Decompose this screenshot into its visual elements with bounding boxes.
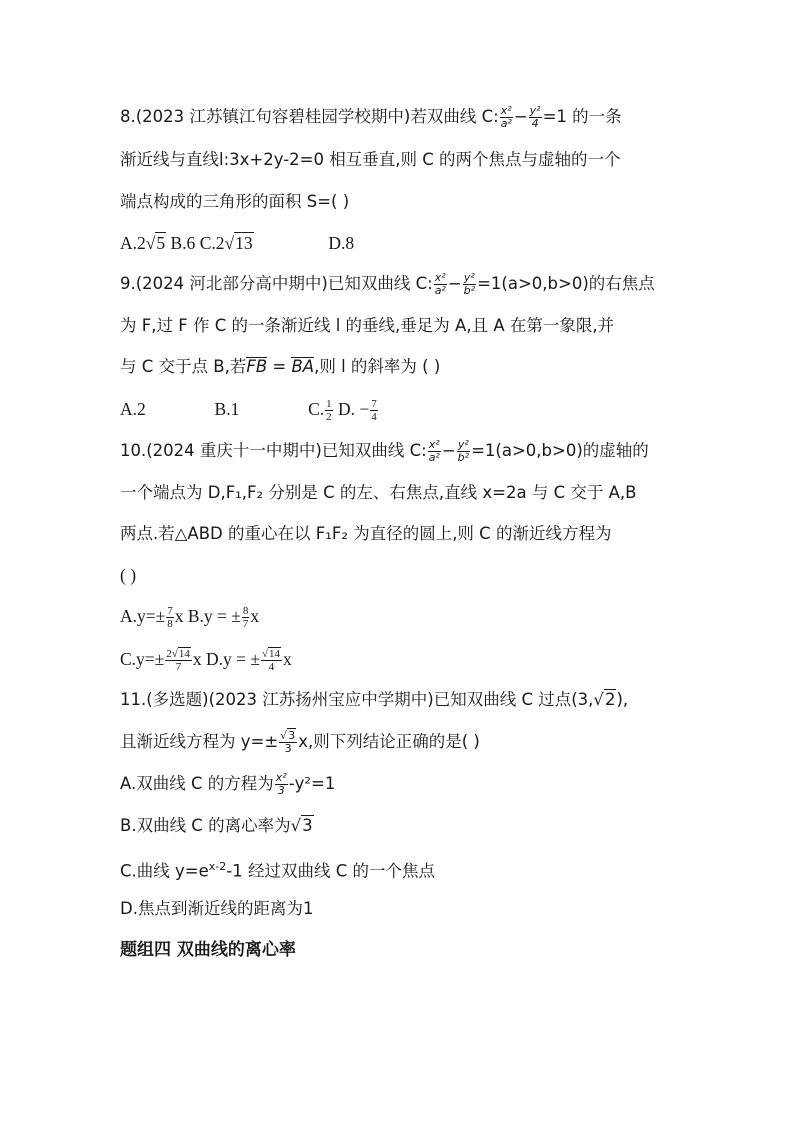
q8-line3: 端点构成的三角形的面积 S=( )	[120, 192, 350, 211]
q10-option-a: A.y=± $\frac{7}{8}$ x	[120, 605, 184, 631]
q8-line2: 渐近线与直线l:3x+2y-2=0 相互垂直,则 C 的两个焦点与虚轴的一个	[120, 150, 621, 169]
q10-line4: ( )	[120, 565, 137, 585]
q9-line3: 与 C 交于点 B,若FB = BA,则 l 的斜率为 ( )	[120, 357, 441, 376]
q9-minus: −	[447, 274, 462, 293]
section-heading: 题组四 双曲线的离心率	[120, 940, 296, 960]
q9-option-c: C. $\frac{1}{2}$	[308, 398, 332, 424]
q10-option-c: C.y=± $\frac{2√14}{7}$ x	[120, 648, 202, 674]
sqrt-symbol: √13	[224, 233, 253, 253]
q10-line1	[120, 437, 649, 465]
q10-options-ab	[120, 602, 259, 630]
q9-line2: 为 F,过 F 作 C 的一条渐近线 l 的垂线,垂足为 A,且 A 在第一象限,并	[120, 316, 615, 335]
q8-option-a: A.2√5	[120, 233, 166, 253]
q8-option-b: B.6	[170, 233, 196, 253]
q11-option-d: D.焦点到渐近线的距离为1	[120, 899, 314, 918]
q9-option-b: B.1	[214, 399, 240, 419]
q8-option-d: D.8	[328, 233, 355, 253]
q9-frac-y: $\frac{\text{y²}}{\text{b²}}$	[463, 271, 476, 297]
vector-ba: BA	[291, 357, 315, 376]
q9-line1	[120, 270, 655, 298]
q9-frac-x: $\frac{\text{x²}}{\text{a²}}$	[434, 271, 446, 297]
q9-option-d: D. − $\frac{7}{4}$	[338, 398, 377, 424]
sqrt-symbol: √14	[171, 648, 190, 661]
sqrt-symbol: √3	[280, 729, 296, 742]
q8-option-c: C.2√13	[200, 233, 254, 253]
q9-options	[120, 395, 379, 423]
q9-option-a: A.2	[120, 399, 146, 419]
q9-stem-start: 9.(2024 河北部分高中期中)已知双曲线 C:	[120, 274, 433, 293]
q9-stem-end: =1(a>0,b>0)的右焦点	[477, 274, 655, 293]
q10-minus: −	[441, 441, 456, 460]
q8-options	[120, 229, 354, 257]
q11-option-b: B.双曲线 C 的离心率为√3	[120, 812, 314, 840]
q11-option-a: A.双曲线 C 的方程为 $\frac{\text{x²}}{3}$ -y²=1	[120, 771, 336, 797]
q8-frac-x: $\frac{\text{x²}}{\text{a²}}$	[500, 104, 512, 130]
q8-stem-start: 8.(2023 江苏镇江句容碧桂园学校期中)若双曲线 C:	[120, 107, 499, 126]
q10-frac-y: $\frac{\text{y²}}{\text{b²}}$	[457, 438, 470, 464]
q8-minus: −	[513, 107, 528, 126]
sqrt-symbol: √14	[261, 648, 280, 661]
q10-frac-x: $\frac{\text{x²}}{\text{a²}}$	[428, 438, 440, 464]
q10-line3: 两点.若△ABD 的重心在以 F₁F₂ 为直径的圆上,则 C 的渐近线方程为	[120, 524, 612, 543]
sqrt-symbol: √3	[290, 816, 313, 835]
q8-frac-y: $\frac{\text{y²}}{4}$	[529, 104, 541, 130]
q11-line2: 且渐近线方程为 y=± $\frac{√3}{3}$ x,则下列结论正确的是( )	[120, 729, 480, 755]
q10-option-b: B.y = ± $\frac{8}{7}$ x	[187, 605, 260, 631]
q10-line2: 一个端点为 D,F₁,F₂ 分别是 C 的左、右焦点,直线 x=2a 与 C 交于 A,B	[120, 483, 637, 502]
q10-option-d: D.y = ± $\frac{√14}{4}$ x	[205, 648, 292, 674]
sqrt-symbol: √5	[145, 233, 166, 253]
q11-option-c: C.曲线 $y=e^{x-2}-1$ 经过双曲线 C 的一个焦点	[120, 860, 435, 881]
q10-options-cd	[120, 645, 292, 673]
sqrt-symbol: √2	[593, 690, 616, 709]
q10-stem-start: 10.(2024 重庆十一中期中)已知双曲线 C:	[120, 441, 427, 460]
vector-fb: FB	[246, 357, 268, 376]
q8-line1	[120, 103, 622, 131]
q10-stem-end: =1(a>0,b>0)的虚轴的	[471, 441, 649, 460]
q11-line1: 11.(多选题)(2023 江苏扬州宝应中学期中)已知双曲线 C 过点(3,√2),	[120, 686, 628, 714]
q8-stem-end: =1 的一条	[542, 107, 622, 126]
